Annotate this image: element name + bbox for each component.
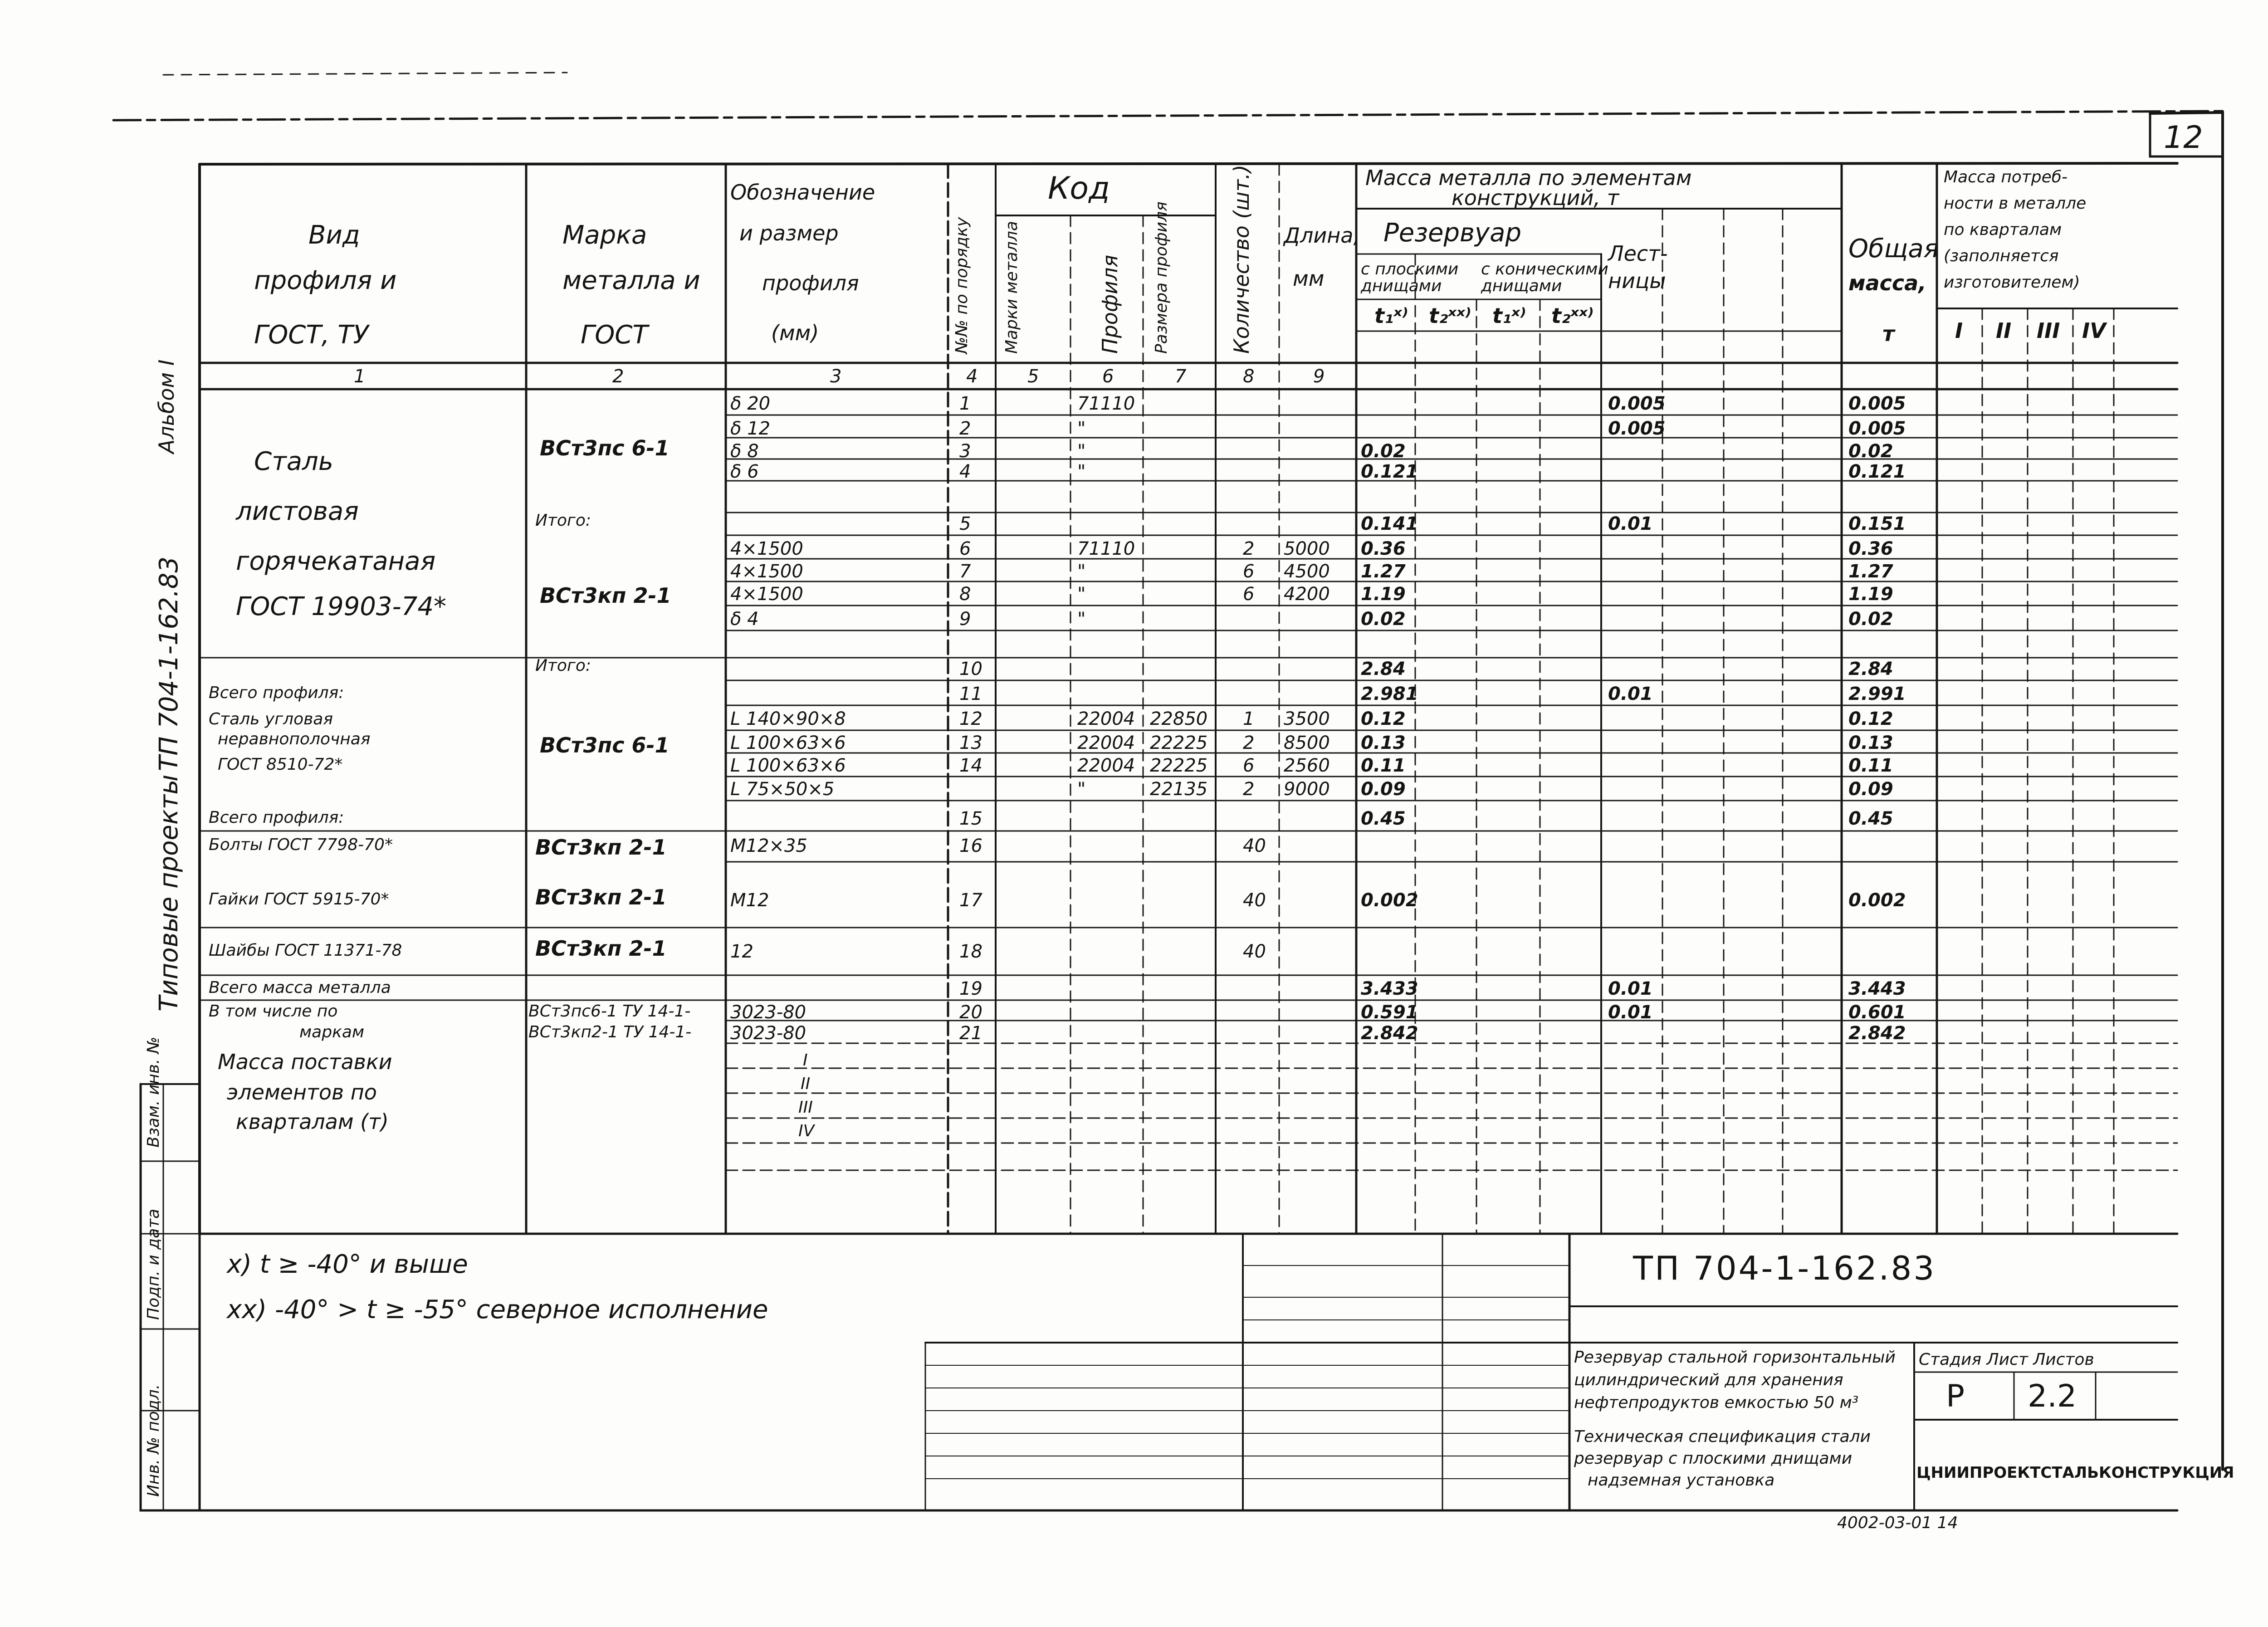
row-13-qty: 2 xyxy=(1243,733,1255,753)
group-itogo-1: Итого: xyxy=(535,511,591,530)
row-13-len: 8500 xyxy=(1284,733,1330,753)
group-washers-grade: ВСт3кп 2-1 xyxy=(535,936,667,961)
row-12-code: 22004 xyxy=(1077,708,1135,729)
title-description-3: нефтепродуктов емкостью 50 м³ xyxy=(1574,1393,1859,1412)
row-13-no: 13 xyxy=(959,733,982,753)
row-14-m1: 0.11 xyxy=(1361,755,1406,776)
row-1-code: 71110 xyxy=(1077,393,1135,414)
row-7-total: 1.27 xyxy=(1848,561,1893,582)
header-col9-line2: мм xyxy=(1293,266,1325,291)
row-1-no: 1 xyxy=(959,393,971,414)
header-col9-line1: Длина, xyxy=(1284,223,1360,248)
group-sheet-steel-2: листовая xyxy=(236,497,359,526)
row-21-m1: 0.591 xyxy=(1361,1002,1418,1023)
row-17-size: М12×35 xyxy=(730,835,807,856)
header-stairs-2: ницы xyxy=(1608,269,1666,293)
row-14-code: 22004 xyxy=(1077,755,1135,776)
row-19-qty: 40 xyxy=(1243,941,1266,962)
header-col2-line2: металла и xyxy=(562,266,700,295)
row-4-m1: 0.121 xyxy=(1361,461,1418,482)
row-9-code: " xyxy=(1077,609,1086,630)
row-6-total: 0.36 xyxy=(1848,538,1893,559)
group-bolts-grade: ВСт3кп 2-1 xyxy=(535,835,667,860)
row-22-no: 21 xyxy=(959,1023,982,1044)
group-total-profile: Всего профиля: xyxy=(209,684,344,702)
side-label: ТП 704-1-162.83 xyxy=(154,557,184,771)
header-total-mass-3: т xyxy=(1882,322,1895,346)
header-col3-line4: (мм) xyxy=(771,321,819,345)
row-13-size: L 100×63×6 xyxy=(730,733,846,753)
note-1: х) t ≥ -40° и выше xyxy=(227,1250,468,1279)
row-18-no: 17 xyxy=(959,890,982,911)
row-12-qty: 1 xyxy=(1243,708,1255,729)
header-temp-2: t₂ˣˣ⁾ xyxy=(1429,303,1471,328)
row-18-size: М12 xyxy=(730,890,769,911)
row-4-code: " xyxy=(1077,461,1086,482)
header-code-size: Размера профиля xyxy=(1152,201,1171,354)
row-4-no: 4 xyxy=(959,461,971,482)
col-number-8: 8 xyxy=(1243,366,1255,387)
header-mass-group-line2: конструкций, т xyxy=(1452,186,1619,210)
row-5-no: 5 xyxy=(959,513,971,534)
row-15-total: 0.09 xyxy=(1848,779,1893,800)
row-7-qty: 6 xyxy=(1243,561,1255,582)
row-11-no: 11 xyxy=(959,684,982,704)
row-20-no: 19 xyxy=(959,978,982,999)
row-14-total: 0.11 xyxy=(1848,755,1893,776)
col-number-1: 1 xyxy=(354,366,366,387)
header-conical-bottoms-2: днищами xyxy=(1481,277,1562,295)
row-8-qty: 6 xyxy=(1243,584,1255,605)
side-label-prefix: Типовые проекты xyxy=(154,774,184,1011)
row-8-len: 4200 xyxy=(1284,584,1330,605)
header-col2-line3: ГОСТ xyxy=(581,320,648,350)
group-supply-q3: III xyxy=(798,1098,813,1117)
group-nuts-grade: ВСт3кп 2-1 xyxy=(535,885,667,909)
group-sheet-grade-2: ВСт3кп 2-1 xyxy=(540,583,671,608)
header-temp-4: t₂ˣˣ⁾ xyxy=(1551,303,1594,328)
row-22-size: 3023-80 xyxy=(730,1023,807,1044)
row-6-size: 4×1500 xyxy=(730,538,803,559)
row-11-m1: 2.981 xyxy=(1361,684,1418,704)
row-1-stairs: 0.005 xyxy=(1608,393,1666,414)
row-16-m1: 0.45 xyxy=(1361,808,1406,829)
row-11-total: 2.991 xyxy=(1848,684,1906,704)
row-15-size: L 75×50×5 xyxy=(730,779,835,800)
row-3-no: 3 xyxy=(959,441,971,462)
org-name: ЦНИИПРОЕКТСТАЛЬКОНСТРУКЦИЯ xyxy=(1916,1464,2234,1482)
header-col1-line2: профиля и xyxy=(254,266,397,295)
header-total-mass-2: масса, xyxy=(1848,271,1926,295)
row-15-qty: 2 xyxy=(1243,779,1255,800)
left-stamp-cell-3: Инв. № подл. xyxy=(144,1384,163,1497)
header-stairs-1: Лест- xyxy=(1608,241,1668,266)
row-12-total: 0.12 xyxy=(1848,708,1893,729)
row-4-total: 0.121 xyxy=(1848,461,1906,482)
left-stamp-cell-2: Подп. и дата xyxy=(144,1208,163,1320)
row-21-total: 0.601 xyxy=(1848,1002,1906,1023)
header-quarter-3: III xyxy=(2037,318,2060,343)
row-5-total: 0.151 xyxy=(1848,513,1906,534)
header-flat-bottoms-1: с плоскими xyxy=(1361,260,1459,278)
row-5-stairs: 0.01 xyxy=(1608,513,1653,534)
side-label-album: Альбом I xyxy=(154,359,179,454)
row-18-total: 0.002 xyxy=(1848,890,1906,911)
row-7-m1: 1.27 xyxy=(1361,561,1406,582)
header-tank: Резервуар xyxy=(1383,218,1522,248)
header-col1-line3: ГОСТ, ТУ xyxy=(254,320,369,350)
bottom-code: 4002-03-01 14 xyxy=(1837,1514,1958,1532)
header-conical-bottoms-1: с коническими xyxy=(1481,260,1608,278)
title-description-2: цилиндрический для хранения xyxy=(1574,1371,1843,1389)
group-bolts: Болты ГОСТ 7798-70* xyxy=(209,835,393,854)
row-8-no: 8 xyxy=(959,584,971,605)
header-mass-group-line1: Масса металла по элементам xyxy=(1365,166,1692,190)
row-21-stairs: 0.01 xyxy=(1608,1002,1653,1023)
header-col3-line2: и размер xyxy=(739,221,839,245)
group-sheet-grade-1: ВСт3пс 6-1 xyxy=(540,436,670,460)
row-19-no: 18 xyxy=(959,941,982,962)
header-demand-1: Масса потреб- xyxy=(1944,168,2068,186)
group-supply-q1: I xyxy=(803,1051,808,1070)
col-number-9: 9 xyxy=(1313,366,1325,387)
row-18-qty: 40 xyxy=(1243,890,1266,911)
header-col4: №№ по порядку xyxy=(953,217,971,354)
group-incl-1: В том числе по xyxy=(209,1002,338,1021)
header-demand-2: ности в металле xyxy=(1944,194,2087,213)
sheet-title-1: Техническая спецификация стали xyxy=(1574,1427,1871,1446)
header-col1-line1: Вид xyxy=(308,220,360,250)
row-12-no: 12 xyxy=(959,708,982,729)
col-number-7: 7 xyxy=(1175,366,1187,387)
row-16-total: 0.45 xyxy=(1848,808,1893,829)
sheet-title-2: резервуар с плоскими днищами xyxy=(1574,1449,1853,1468)
col-number-3: 3 xyxy=(830,366,842,387)
sheet-value: 2.2 xyxy=(2028,1378,2077,1414)
row-10-total: 2.84 xyxy=(1848,659,1893,679)
row-2-size: δ 12 xyxy=(730,418,771,439)
row-13-code2: 22225 xyxy=(1150,733,1208,753)
row-14-qty: 6 xyxy=(1243,755,1255,776)
row-6-len: 5000 xyxy=(1284,538,1330,559)
group-nuts: Гайки ГОСТ 5915-70* xyxy=(209,890,389,909)
row-12-code2: 22850 xyxy=(1150,708,1208,729)
group-washers: Шайбы ГОСТ 11371-78 xyxy=(209,941,402,960)
header-code-profile: Профиля xyxy=(1098,254,1122,354)
header-quarter-1: I xyxy=(1955,318,1963,343)
row-12-m1: 0.12 xyxy=(1361,708,1406,729)
group-sheet-steel-3: горячекатаная xyxy=(236,547,436,576)
row-8-code: " xyxy=(1077,584,1086,605)
header-demand-4: (заполняется xyxy=(1944,247,2059,265)
row-9-size: δ 4 xyxy=(730,609,759,630)
header-col3-line3: профиля xyxy=(762,271,859,295)
row-3-m1: 0.02 xyxy=(1361,441,1406,462)
row-13-m1: 0.13 xyxy=(1361,733,1406,753)
group-sheet-steel-1: Сталь xyxy=(254,447,333,476)
row-6-m1: 0.36 xyxy=(1361,538,1406,559)
row-3-size: δ 8 xyxy=(730,441,759,462)
row-6-qty: 2 xyxy=(1243,538,1255,559)
row-14-no: 14 xyxy=(959,755,982,776)
row-7-size: 4×1500 xyxy=(730,561,803,582)
row-17-no: 16 xyxy=(959,835,982,856)
row-20-total: 3.443 xyxy=(1848,978,1906,999)
header-col3-line1: Обозначение xyxy=(730,180,875,205)
group-grade-21: ВСт3кп2-1 ТУ 14-1- xyxy=(528,1023,692,1041)
row-20-stairs: 0.01 xyxy=(1608,978,1653,999)
row-15-code: " xyxy=(1077,779,1086,800)
row-4-size: δ 6 xyxy=(730,461,759,482)
row-12-len: 3500 xyxy=(1284,708,1330,729)
header-temp-1: t₁ˣ⁾ xyxy=(1374,303,1408,328)
row-15-m1: 0.09 xyxy=(1361,779,1406,800)
group-supply-q2: II xyxy=(801,1075,811,1093)
row-9-m1: 0.02 xyxy=(1361,609,1406,630)
row-22-total: 2.842 xyxy=(1848,1023,1906,1044)
row-2-no: 2 xyxy=(959,418,971,439)
group-angle-grade: ВСт3пс 6-1 xyxy=(540,733,670,757)
col-number-5: 5 xyxy=(1027,366,1039,387)
header-quarter-4: IV xyxy=(2082,318,2106,343)
group-grade-20: ВСт3пс6-1 ТУ 14-1- xyxy=(528,1002,691,1021)
row-8-size: 4×1500 xyxy=(730,584,803,605)
note-2: хх) -40° > t ≥ -55° северное исполнение xyxy=(227,1295,768,1324)
group-angle-steel-1: Сталь угловая xyxy=(209,710,333,728)
row-8-total: 1.19 xyxy=(1848,584,1893,605)
group-angle-steel-3: ГОСТ 8510-72* xyxy=(218,755,343,774)
row-8-m1: 1.19 xyxy=(1361,584,1406,605)
row-7-no: 7 xyxy=(959,561,971,582)
header-flat-bottoms-2: днищами xyxy=(1361,277,1442,295)
group-incl-2: маркам xyxy=(299,1023,365,1041)
col-number-2: 2 xyxy=(612,366,624,387)
group-total-mass: Всего масса металла xyxy=(209,978,391,997)
row-3-total: 0.02 xyxy=(1848,441,1893,462)
row-2-code: " xyxy=(1077,418,1086,439)
row-10-m1: 2.84 xyxy=(1361,659,1406,679)
row-2-stairs: 0.005 xyxy=(1608,418,1666,439)
stage-value: Р xyxy=(1946,1378,1965,1414)
group-supply-q4: IV xyxy=(798,1122,815,1140)
row-10-no: 10 xyxy=(959,659,982,679)
header-code-group: Код xyxy=(1048,171,1110,206)
header-temp-3: t₁ˣ⁾ xyxy=(1492,303,1526,328)
header-col2-line1: Марка xyxy=(562,220,647,250)
row-1-size: δ 20 xyxy=(730,393,771,414)
stage-label: Стадия Лист Листов xyxy=(1919,1350,2094,1369)
header-demand-5: изготовителем) xyxy=(1944,273,2080,292)
left-stamp-cell-1: Взам. инв. № xyxy=(144,1036,163,1148)
group-supply-2: элементов по xyxy=(227,1080,377,1104)
group-itogo-2: Итого: xyxy=(535,656,591,675)
row-20-m1: 3.433 xyxy=(1361,978,1418,999)
group-sheet-steel-4: ГОСТ 19903-74* xyxy=(236,592,446,621)
row-21-no: 20 xyxy=(959,1002,982,1023)
row-15-len: 9000 xyxy=(1284,779,1330,800)
group-supply-3: кварталам (т) xyxy=(236,1109,389,1134)
row-14-size: L 100×63×6 xyxy=(730,755,846,776)
row-16-no: 15 xyxy=(959,808,982,829)
sheet-title-3: надземная установка xyxy=(1588,1471,1775,1490)
header-col8: Количество (шт.) xyxy=(1229,165,1254,354)
row-22-m1: 2.842 xyxy=(1361,1023,1418,1044)
row-14-code2: 22225 xyxy=(1150,755,1208,776)
group-supply-1: Масса поставки xyxy=(218,1050,392,1074)
row-19-size: 12 xyxy=(730,941,753,962)
row-14-len: 2560 xyxy=(1284,755,1330,776)
row-9-no: 9 xyxy=(959,609,971,630)
page-number: 12 xyxy=(2164,120,2203,156)
row-21-size: 3023-80 xyxy=(730,1002,807,1023)
row-11-stairs: 0.01 xyxy=(1608,684,1653,704)
header-quarter-2: II xyxy=(1996,318,2012,343)
row-9-total: 0.02 xyxy=(1848,609,1893,630)
header-total-mass-1: Общая xyxy=(1848,234,1939,264)
row-12-size: L 140×90×8 xyxy=(730,708,846,729)
row-3-code: " xyxy=(1077,441,1086,462)
row-5-m1: 0.141 xyxy=(1361,513,1418,534)
row-6-code: 71110 xyxy=(1077,538,1135,559)
header-code-metal: Марки металла xyxy=(1002,221,1021,354)
row-6-no: 6 xyxy=(959,538,971,559)
row-7-code: " xyxy=(1077,561,1086,582)
row-17-qty: 40 xyxy=(1243,835,1266,856)
row-18-m1: 0.002 xyxy=(1361,890,1418,911)
row-2-total: 0.005 xyxy=(1848,418,1906,439)
row-13-total: 0.13 xyxy=(1848,733,1893,753)
col-number-4: 4 xyxy=(966,366,978,387)
col-number-6: 6 xyxy=(1102,366,1114,387)
title-description-1: Резервуар стальной горизонтальный xyxy=(1574,1348,1896,1367)
row-15-code2: 22135 xyxy=(1150,779,1208,800)
group-angle-steel-2: неравнополочная xyxy=(218,730,371,748)
row-1-total: 0.005 xyxy=(1848,393,1906,414)
group-total-profile-2: Всего профиля: xyxy=(209,808,344,827)
row-13-code: 22004 xyxy=(1077,733,1135,753)
header-demand-3: по кварталам xyxy=(1944,220,2062,239)
title-code: ТП 704-1-162.83 xyxy=(1633,1249,1936,1287)
row-7-len: 4500 xyxy=(1284,561,1330,582)
